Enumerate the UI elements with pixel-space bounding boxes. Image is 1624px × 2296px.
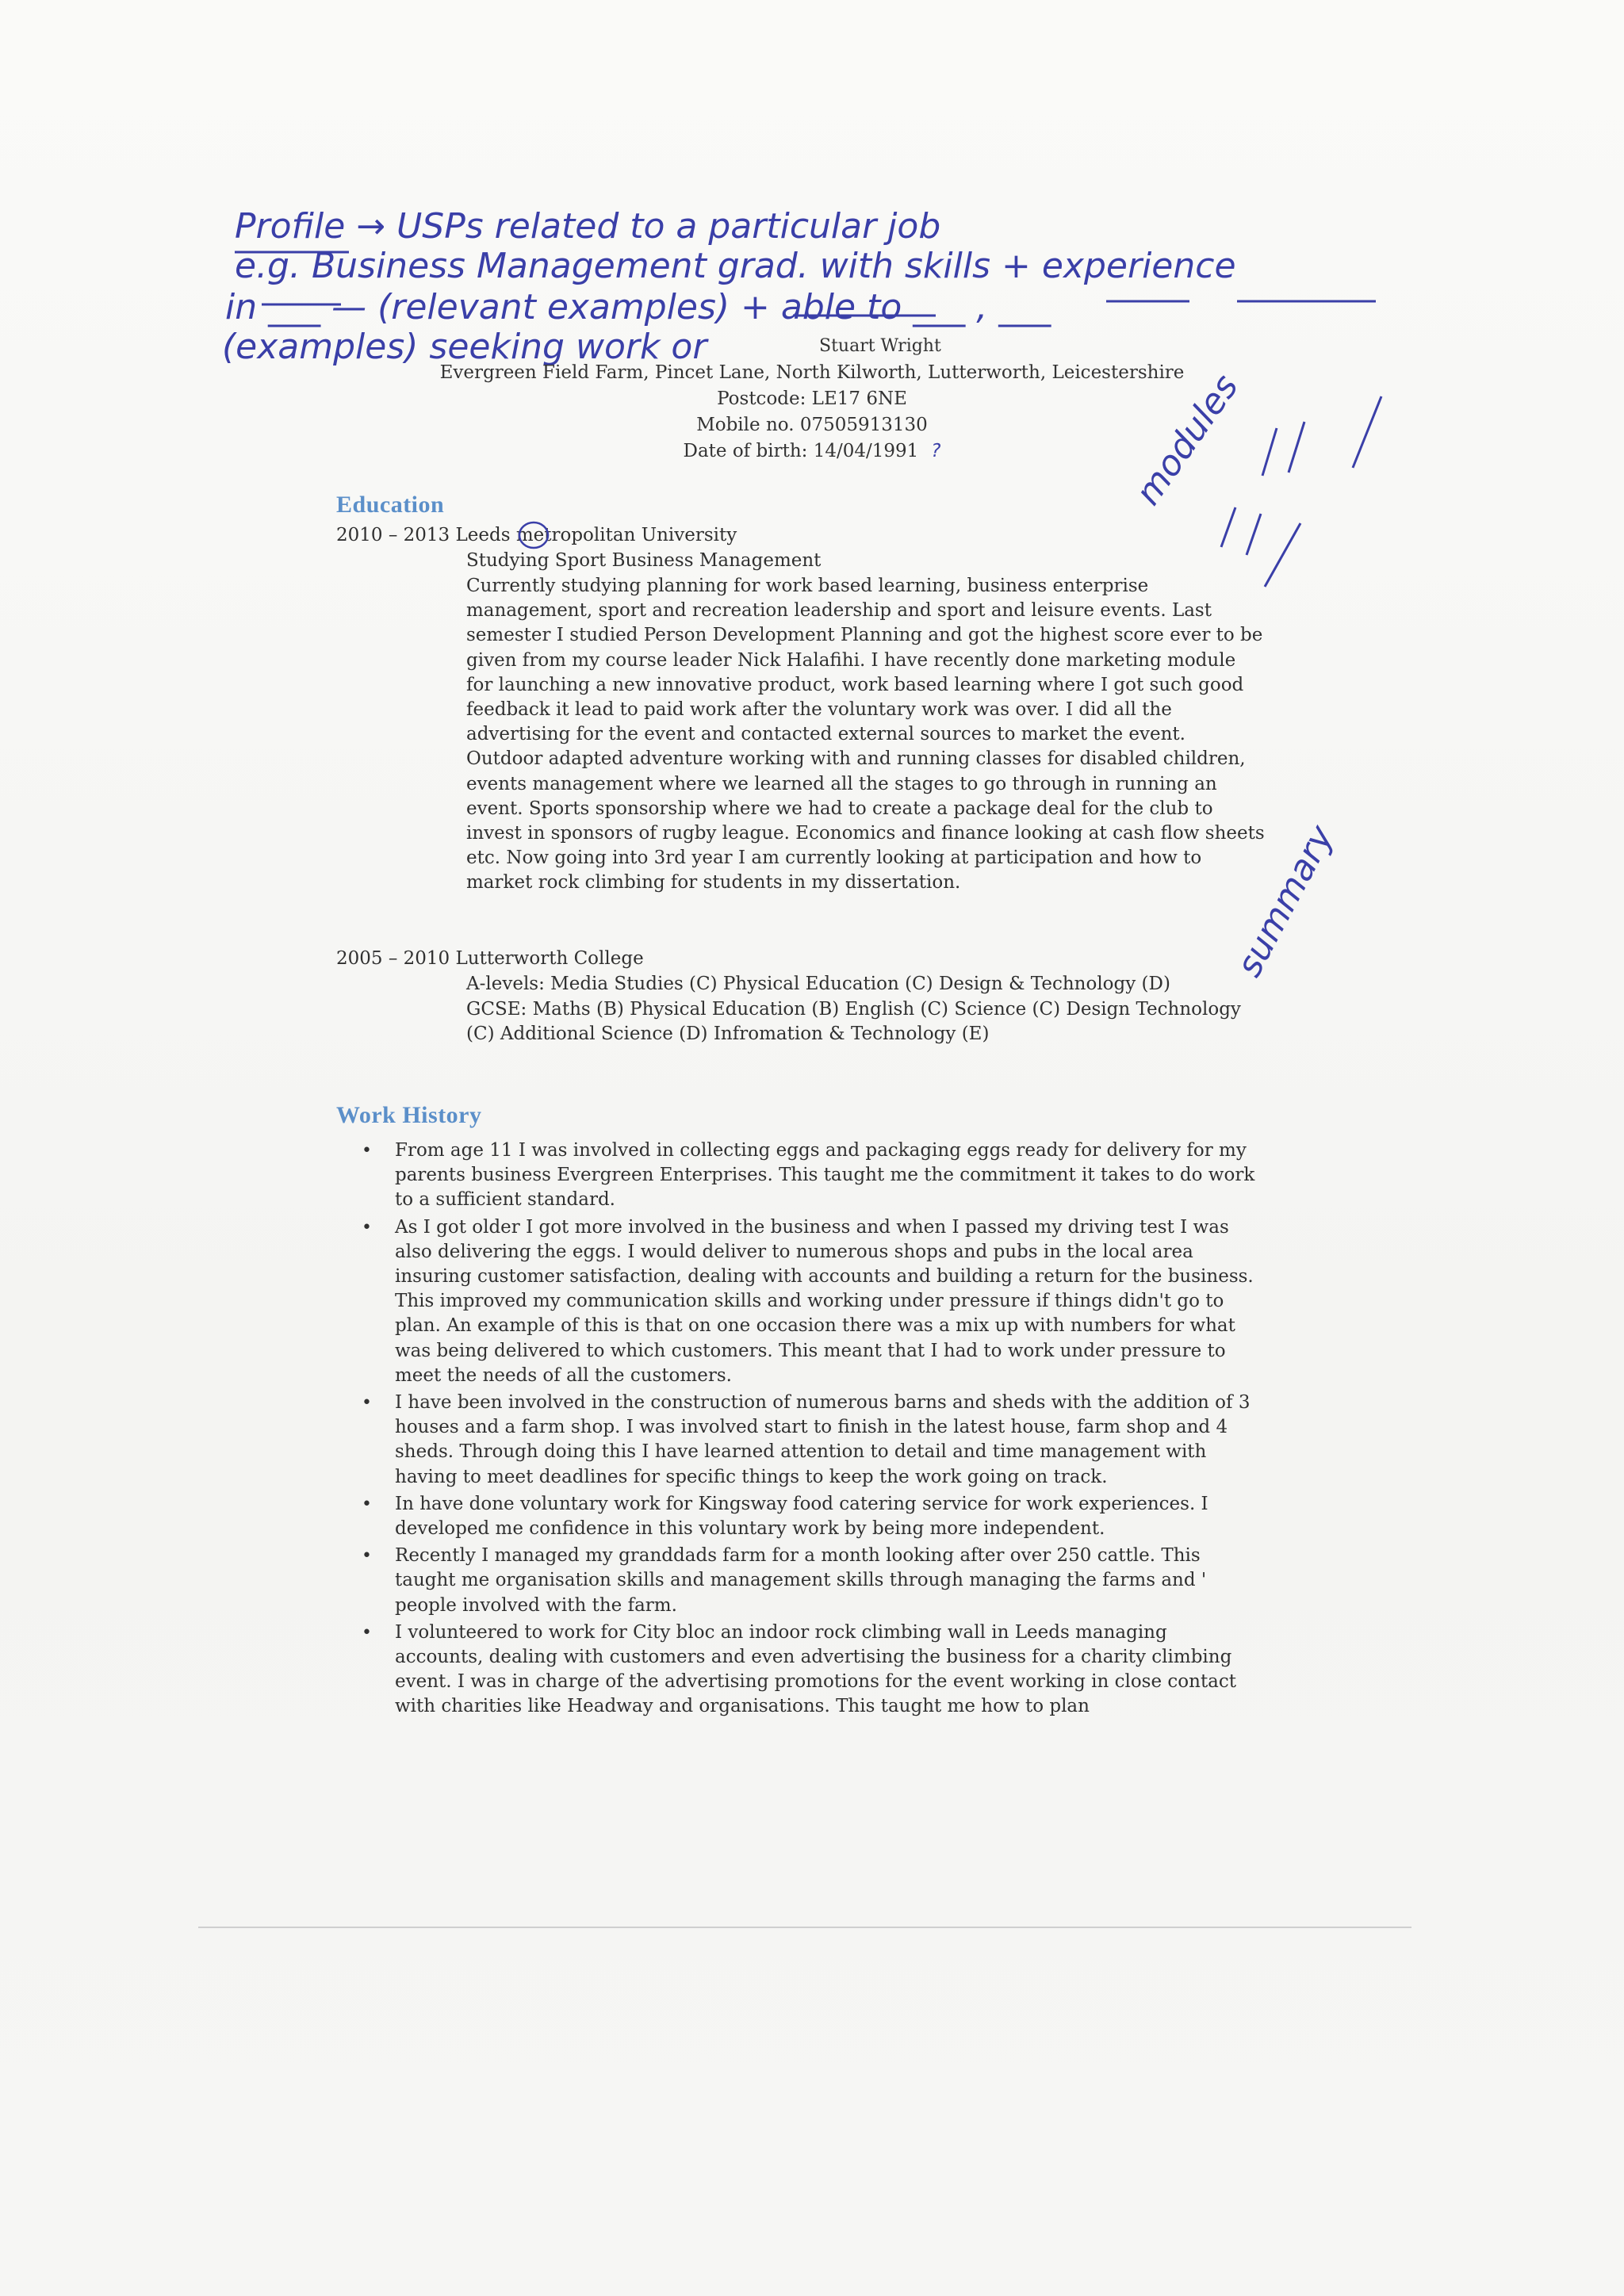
list-item: [355, 1544, 1259, 1618]
education-heading: Education: [336, 492, 445, 518]
bullet-icon: •: [362, 1494, 372, 1514]
handwritten-side-note-summary: summary: [1228, 818, 1342, 984]
work-item-text: As I got older I got more involved in the business and when I passed my driving test I was also delivering the eggs. I would deliver to numerous shops and pubs in the local area insuring customer satisfaction, dealing with accounts and building a return for the business. This improved my communication skills and working under pressure if things didn't go to plan. An example of this is that on one occasion there was a mix up with numbers for what was being delivered to which customers. This meant that I had to work under pressure to meet the needs of all the customers.: [395, 1216, 1254, 1386]
bullet-icon: •: [362, 1141, 372, 1161]
handwritten-question-mark: ?: [931, 441, 941, 461]
work-history-list: [355, 1138, 1259, 1722]
work-item-text: From age 11 I was involved in collecting eggs and packaging eggs ready for delivery for my parents business Evergreen Enterprises. This taught me the commitment it takes to do work to a sufficient standard.: [395, 1140, 1255, 1211]
handwritten-circle-mark: [515, 519, 552, 551]
list-item: [355, 1492, 1259, 1541]
education-entry-2-alevels: A-levels: Media Studies (C) Physical Education (C) Design & Technology (D): [466, 974, 1170, 994]
work-item-text: Recently I managed my granddads farm for a month looking after over 250 cattle. This taught me organisation skills and management skills through managing the farms and ' people involved with the farm.: [395, 1545, 1207, 1616]
dob-text: Date of birth: 14/04/1991: [683, 441, 919, 461]
education-entry-2-title: 2005 – 2010 Lutterworth College: [336, 948, 644, 969]
list-item: [355, 1215, 1259, 1388]
bullet-icon: •: [362, 1622, 372, 1643]
work-history-heading: Work History: [336, 1102, 482, 1128]
education-entry-2-gcse: GCSE: Maths (B) Physical Education (B) English (C) Science (C) Design Technology (C) Additional Science (D) Infromation & Technology (E): [466, 999, 1241, 1045]
handwritten-line-3: in ___ — (relevant examples) + able to ___ , ___: [225, 287, 1051, 327]
work-item-text: I have been involved in the construction of numerous barns and sheds with the addition of 3 houses and a farm shop. I was involved start to finish in the latest house, farm shop and 4 sheds. Through doing this I have learned attention to detail and time management with having to meet deadlines for specific things to keep the work going on track.: [395, 1392, 1251, 1487]
handwritten-line-2: e.g. Business Management grad. with skills + experience: [235, 246, 1236, 286]
education-entry-1-course: Studying Sport Business Management: [466, 550, 822, 571]
bullet-icon: •: [362, 1393, 372, 1414]
handwritten-side-note-modules: modules: [1128, 367, 1247, 513]
handwritten-line-1: Profile → USPs related to a particular job: [235, 206, 941, 247]
list-item: [355, 1621, 1259, 1720]
bullet-icon: •: [362, 1217, 372, 1238]
mobile-line: Mobile no. 07505913130: [696, 415, 928, 435]
dob-line: [0, 438, 1624, 465]
work-item-text: I volunteered to work for City bloc an indoor rock climbing wall in Leeds managing accounts, dealing with customers and even advertising the business for a charity climbing event. I was in charge of the advertising promotions for the event working in close contact with charities like Headway and organisations. This taught me how to plan: [395, 1621, 1237, 1717]
bullet-icon: •: [362, 1546, 372, 1567]
list-item: [355, 1391, 1259, 1490]
list-item: [355, 1138, 1259, 1213]
education-entry-1-description: Currently studying planning for work based learning, business enterprise management, sport and recreation leadership and sport and leisure events. Last semester I studied Person Development Planning and got the highest score ever to be given from my course leader Nick Halafihi. I have recently done marketing module for launching a new innovative product, work based learning where I got such good feedback it lead to paid work after the voluntary work was over. I did all the advertising for the event and contacted external sources to market the event. Outdoor adapted adventure working with and running classes for disabled children, events management where we learned all the stages to go through in running an event. Sports sponsorship where we had to create a package deal for the club to invest in sponsors of rugby league. Economics and finance looking at cash flow sheets etc. Now going into 3rd year I am currently looking at participation and how to market rock climbing for students in my dissertation.: [466, 576, 1265, 894]
cv-header: [0, 336, 1624, 465]
education-entry-1-title: 2010 – 2013 Leeds metropolitan University: [336, 525, 737, 545]
address-line: Evergreen Field Farm, Pincet Lane, North Kilworth, Lutterworth, Leicestershire: [439, 362, 1185, 383]
handwritten-line-4: (examples) seeking work or: [222, 327, 707, 367]
candidate-name: Stuart Wright: [819, 336, 941, 356]
postcode-line: Postcode: LE17 6NE: [717, 388, 907, 409]
scan-fold-line: [198, 1927, 1411, 1928]
work-item-text: In have done voluntary work for Kingsway food catering service for work experiences. I developed me confidence in this voluntary work by being more independent.: [395, 1493, 1208, 1540]
